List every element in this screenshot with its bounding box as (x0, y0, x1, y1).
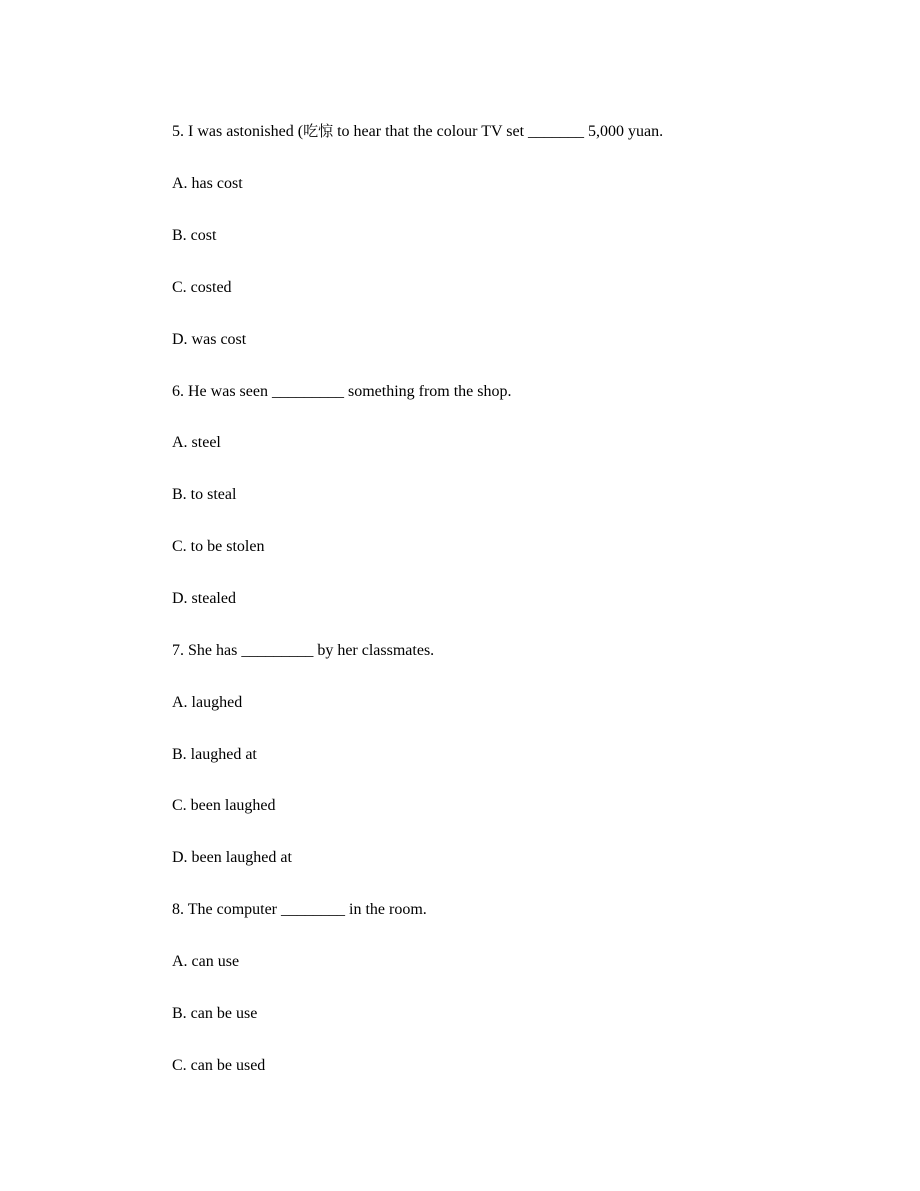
question-5-stem (172, 121, 663, 142)
question-5-stem-chinese: 吃惊 (303, 122, 334, 140)
question-6-option-b: B. to steal (172, 486, 237, 503)
question-7-option-d: D. been laughed at (172, 849, 292, 866)
question-8-option-b: B. can be use (172, 1005, 258, 1022)
question-7-option-b: B. laughed at (172, 746, 257, 763)
question-5-option-a: A. has cost (172, 175, 243, 192)
question-5-option-b: B. cost (172, 227, 217, 244)
question-5-option-c: C. costed (172, 279, 232, 296)
question-7-stem: 7. She has _________ by her classmates. (172, 642, 435, 659)
question-6-option-a: A. steel (172, 434, 221, 451)
question-6-option-d: D. stealed (172, 590, 236, 607)
question-8-option-a: A. can use (172, 953, 240, 970)
question-8-option-c: C. can be used (172, 1057, 266, 1074)
question-8-stem: 8. The computer ________ in the room. (172, 901, 427, 918)
question-5-stem-start: 5. I was astonished ( (172, 123, 304, 140)
question-6-stem: 6. He was seen _________ something from the shop. (172, 383, 512, 400)
question-5-stem-end: to hear that the colour TV set _______ 5,000 yuan. (333, 123, 664, 140)
question-5-option-d: D. was cost (172, 331, 247, 348)
question-7-option-c: C. been laughed (172, 797, 276, 814)
question-7-option-a: A. laughed (172, 694, 243, 711)
question-6-option-c: C. to be stolen (172, 538, 265, 555)
